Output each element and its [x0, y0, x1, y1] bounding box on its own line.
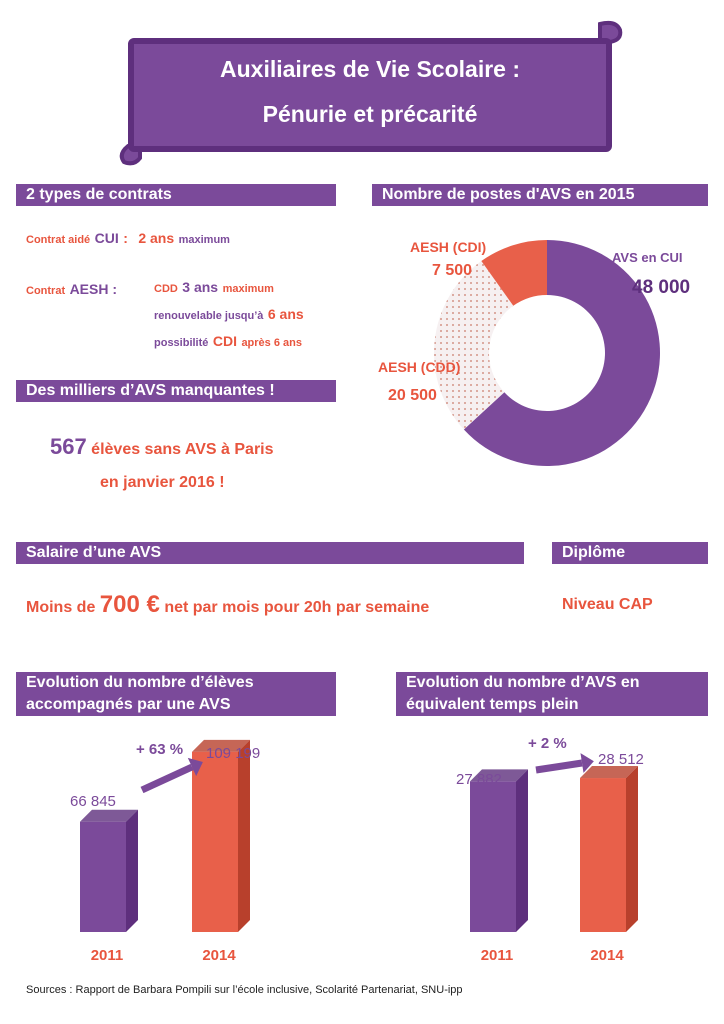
contracts-heading: 2 types de contrats — [16, 184, 336, 206]
diploma-heading: Diplôme — [552, 542, 708, 564]
salary-suffix: net par mois pour 20h par semaine — [164, 599, 430, 616]
contract-aesh-label — [26, 281, 117, 299]
donut-chart — [360, 226, 724, 476]
bar-value-2011: 27 882 — [456, 771, 502, 788]
bar-category-2014: 2014 — [202, 947, 236, 964]
cui-sep: : — [123, 230, 128, 246]
cdi-suffix: après 6 ans — [241, 337, 302, 349]
cdd-suffix: maximum — [222, 283, 274, 295]
sources-text: Sources : Rapport de Barbara Pompili sur l’école inclusive, Scolarité Partenariat, SNU-ipp — [26, 984, 463, 996]
salary-heading: Salaire d’une AVS — [16, 542, 524, 564]
contract-cdi-row — [154, 333, 302, 351]
donut-heading: Nombre de postes d'AVS en 2015 — [372, 184, 708, 206]
aesh-prefix: Contrat — [26, 285, 66, 297]
bar-2011 — [470, 781, 516, 932]
students-heading: Evolution du nombre d’élèves accompagnés par une AVS — [16, 672, 336, 716]
bar-2014 — [580, 778, 626, 932]
contract-cui-row — [26, 230, 230, 248]
aesh-name: AESH : — [69, 281, 118, 297]
shortage-count: 567 — [50, 434, 87, 459]
cui-suffix: maximum — [178, 234, 230, 246]
bar-side-2011 — [126, 810, 138, 932]
growth-arrow-shaft — [536, 763, 582, 770]
bar-2014 — [192, 752, 238, 932]
shortage-text: élèves sans AVS à Paris — [91, 441, 274, 458]
cdd-prefix: CDD — [154, 283, 178, 295]
renew-text: renouvelable jusqu’à — [154, 310, 264, 322]
bar-value-2014: 28 512 — [598, 751, 644, 768]
cui-value: 2 ans — [138, 230, 175, 246]
shortage-line-2: en janvier 2016 ! — [100, 474, 225, 491]
salary-amount: 700 € — [99, 591, 160, 618]
slice-value-aesh-cdd: 20 500 — [388, 387, 437, 404]
cdd-value: 3 ans — [182, 279, 219, 295]
bar-category-2011: 2011 — [90, 947, 124, 964]
salary-text — [26, 591, 429, 619]
contract-renew-row — [154, 306, 304, 324]
fte-bar-chart — [420, 722, 720, 972]
bar-side-2014 — [238, 740, 250, 932]
renew-value: 6 ans — [267, 306, 304, 322]
slice-value-aesh-cdi: 7 500 — [432, 262, 473, 279]
bar-side-2014 — [626, 766, 638, 932]
diploma-value: Niveau CAP — [562, 596, 653, 613]
growth-arrow-shaft — [142, 767, 192, 790]
growth-percent: + 2 % — [528, 735, 567, 752]
bar-category-2014: 2014 — [590, 947, 624, 964]
cui-name: CUI — [94, 230, 119, 246]
cui-prefix: Contrat aidé — [26, 234, 91, 246]
shortage-line-1 — [50, 434, 274, 460]
growth-percent: + 63 % — [136, 741, 184, 758]
bar-side-2011 — [516, 769, 528, 932]
bar-2011 — [80, 822, 126, 932]
slice-label-aesh-cdi: AESH (CDI) — [410, 239, 487, 255]
cdi-name: CDI — [212, 333, 237, 349]
shortage-heading: Des milliers d’AVS manquantes ! — [16, 380, 336, 402]
bar-category-2011: 2011 — [480, 947, 514, 964]
students-bar-chart — [40, 722, 340, 972]
fte-heading: Evolution du nombre d’AVS en équivalent temps plein — [396, 672, 708, 716]
cdi-prefix: possibilité — [154, 337, 209, 349]
title-line-1: Auxiliaires de Vie Scolaire : — [220, 56, 520, 82]
slice-label-aesh-cdd: AESH (CDD) — [378, 359, 461, 375]
bar-value-2014: 109 199 — [206, 745, 261, 762]
slice-value-avs-cui: 48 000 — [632, 277, 691, 298]
bar-value-2011: 66 845 — [70, 793, 116, 810]
slice-label-avs-cui: AVS en CUI — [612, 250, 683, 265]
title-line-2: Pénurie et précarité — [262, 101, 478, 127]
contract-cdd-row — [154, 279, 274, 297]
salary-prefix: Moins de — [26, 599, 96, 616]
